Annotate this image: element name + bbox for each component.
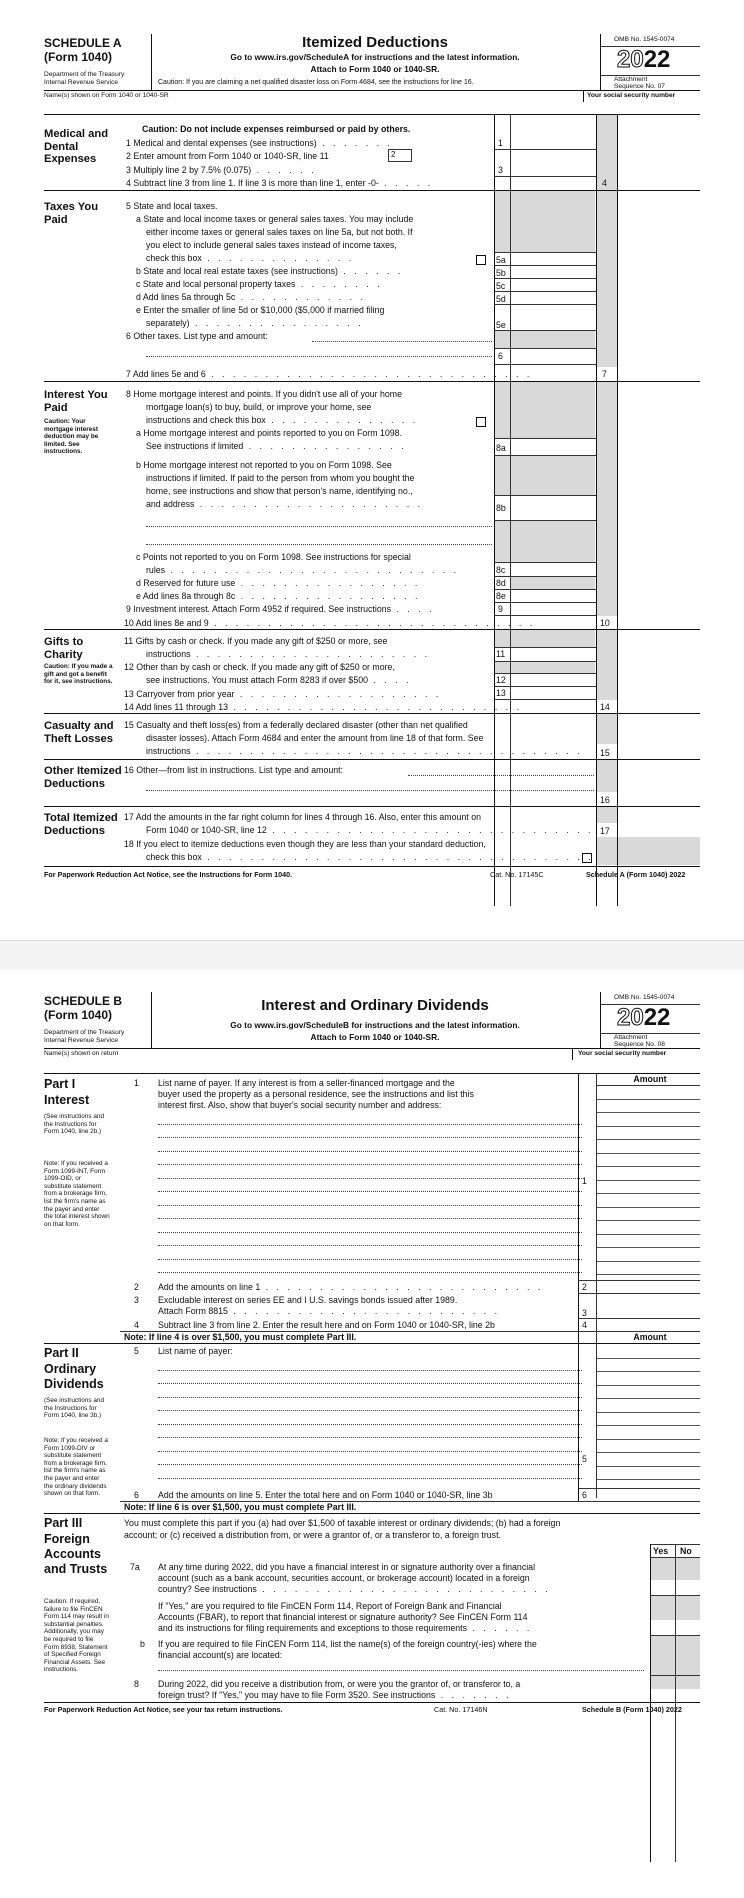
fbar-yes[interactable] bbox=[651, 1621, 675, 1635]
part3-line7b-text-2: financial account(s) are located: bbox=[158, 1650, 283, 1660]
schedule-b-footer-notice: For Paperwork Reduction Act Notice, see your tax return instructions. bbox=[44, 1705, 283, 1714]
part1-line1-text-2: buyer used the property as a personal residence, see the instructions and list this bbox=[158, 1089, 474, 1099]
line-8d-label: d Reserved for future use . . . . . . . . . . . . . . . . . bbox=[136, 578, 421, 588]
line-8c-text-2: rules . . . . . . . . . . . . . . . . . . . . . . . . . . . bbox=[146, 565, 460, 575]
schedule-b-goto: Go to www.irs.gov/ScheduleB for instructions and the latest information. bbox=[230, 1020, 520, 1030]
amount-entry-line bbox=[597, 1180, 700, 1181]
payer-entry-line bbox=[158, 1178, 582, 1179]
box-12: 12 bbox=[496, 675, 506, 685]
payer-entry-line bbox=[158, 1370, 582, 1371]
box-8a: 8a bbox=[496, 443, 506, 453]
line-11-amount[interactable] bbox=[511, 648, 595, 660]
part3-line8-text-1: During 2022, did you receive a distribution from, or were you the grantor of, or transferor to, a bbox=[158, 1679, 521, 1689]
line-5a-text-2: either income taxes or general sales taxes on line 5a, but not both. If bbox=[146, 227, 413, 237]
part2-line5-num: 5 bbox=[134, 1346, 139, 1356]
line-15-amount[interactable] bbox=[618, 745, 700, 758]
box-1: 1 bbox=[498, 138, 503, 148]
payer-entry-line bbox=[158, 1164, 582, 1165]
line-5e-text-1: e Enter the smaller of line 5d or $10,000 ($5,000 if married filing bbox=[136, 305, 385, 315]
part1-see: (See instructions and the Instructions for Form 1040, line 2b.) bbox=[44, 1113, 105, 1136]
part1-line2-num: 2 bbox=[134, 1282, 139, 1292]
part1-title: Part I bbox=[44, 1077, 76, 1091]
line-5e-text-2: separately) . . . . . . . . . . . . . . . . bbox=[146, 318, 364, 328]
line-8b-text-1: b Home mortgage interest not reported to you on Form 1098. See bbox=[136, 460, 392, 470]
line-9-label: 9 Investment interest. Attach Form 4952 if required. See instructions . . . . bbox=[126, 604, 435, 614]
schedule-a-sequence: Sequence No. 07 bbox=[614, 83, 665, 90]
line-14-label: 14 Add lines 11 through 13 . . . . . . . . . . . . . . . . . . . . . . . . . . . bbox=[124, 702, 523, 712]
schedule-b-footer-cat: Cat. No. 17146N bbox=[434, 1705, 488, 1714]
part3-line7a-text-6: and its instructions for filing requirements and exceptions to those requirements . . . . . . bbox=[158, 1623, 533, 1633]
amount-entry-line bbox=[597, 1466, 700, 1467]
payer-entry-line bbox=[158, 1259, 582, 1260]
schedule-b-name-label: Name(s) shown on return bbox=[44, 1050, 119, 1057]
amount-entry-line bbox=[597, 1385, 700, 1386]
line-10-amount[interactable] bbox=[618, 616, 700, 628]
amount-entry-line bbox=[597, 1139, 700, 1140]
schedule-b-irs: Internal Revenue Service bbox=[44, 1037, 119, 1044]
amount-entry-line bbox=[597, 1358, 700, 1359]
box-10: 10 bbox=[600, 618, 610, 628]
part3-line8-num: 8 bbox=[134, 1679, 139, 1689]
line-5d-label: d Add lines 5a through 5c . . . . . . . . . . . . bbox=[136, 292, 366, 302]
line-15-text-3: instructions . . . . . . . . . . . . . . . . . . . . . . . . . . . . . . . . . . . . bbox=[146, 746, 583, 756]
part3-line8-text-2: foreign trust? If "Yes," you may have to file Form 3520. See instructions . . . . . . . bbox=[158, 1690, 512, 1700]
part1-line1-num: 1 bbox=[134, 1078, 139, 1088]
part1-line1-text-3: interest first. Also, show that buyer's social security number and address: bbox=[158, 1100, 442, 1110]
part1-line3-num: 3 bbox=[134, 1295, 139, 1305]
box-14: 14 bbox=[600, 702, 610, 712]
line-5b-amount[interactable] bbox=[511, 266, 595, 277]
box-9: 9 bbox=[498, 604, 503, 614]
box-5a: 5a bbox=[496, 255, 506, 265]
part2-box-5: 5 bbox=[582, 1454, 587, 1464]
part1-box-1: 1 bbox=[582, 1176, 587, 1186]
box-5e: 5e bbox=[496, 320, 506, 330]
box-6: 6 bbox=[498, 351, 503, 361]
amount-header-part1: Amount bbox=[633, 1074, 667, 1084]
line-8c-text-1: c Points not reported to you on Form 1098. See instructions for special bbox=[136, 552, 411, 562]
schedule-a-year: 2022 bbox=[617, 46, 671, 73]
part3-line7a-num: 7a bbox=[130, 1562, 140, 1572]
foreign-country-field[interactable] bbox=[300, 1650, 644, 1670]
line-12-amount[interactable] bbox=[511, 674, 595, 685]
payer-entry-line bbox=[158, 1437, 582, 1438]
schedule-b-attachment: Attachment bbox=[614, 1034, 648, 1041]
schedule-a-name-field[interactable] bbox=[44, 101, 582, 115]
payer-entry-line bbox=[158, 1397, 582, 1398]
schedule-a-footer-right: Schedule A (Form 1040) 2022 bbox=[586, 870, 686, 879]
amount-entry-line bbox=[597, 1274, 700, 1275]
amount-entry-line bbox=[597, 1112, 700, 1113]
amount-entry-line bbox=[597, 1099, 700, 1100]
amount-header-part2: Amount bbox=[633, 1332, 667, 1342]
amount-entry-line bbox=[597, 1425, 700, 1426]
schedule-b-sequence: Sequence No. 08 bbox=[614, 1041, 665, 1048]
line-6-amount[interactable] bbox=[511, 349, 595, 363]
line-13-label: 13 Carryover from prior year . . . . . . . . . . . . . . . . . . . bbox=[124, 689, 442, 699]
amount-entry-line bbox=[597, 1166, 700, 1167]
schedule-b-form: (Form 1040) bbox=[44, 1008, 113, 1022]
line-17-text-2: Form 1040 or 1040-SR, line 12 . . . . . . . . . . . . . . . . . . . . . . . . . . . . . . bbox=[146, 825, 594, 835]
line-8-checkbox[interactable] bbox=[476, 417, 486, 427]
amount-entry-line bbox=[597, 1247, 700, 1248]
amount-entry-line bbox=[597, 1193, 700, 1194]
line-5a-amount[interactable] bbox=[511, 253, 595, 264]
part1-line4-amount[interactable] bbox=[597, 1319, 700, 1331]
line-11-text-1: 11 Gifts by cash or check. If you made any gift of $250 or more, see bbox=[124, 636, 388, 646]
line-13-amount[interactable] bbox=[511, 687, 595, 698]
payer-entry-line bbox=[158, 1451, 582, 1452]
schedule-a-name-label: Name(s) shown on Form 1040 or 1040-SR bbox=[44, 92, 169, 99]
amount-entry-line bbox=[597, 1412, 700, 1413]
schedule-a-omb: OMB No. 1545-0074 bbox=[614, 36, 675, 43]
line-8a-text-1: a Home mortgage interest and points reported to you on Form 1098. bbox=[136, 428, 403, 438]
line-8b-text-2: instructions if limited. If paid to the person from whom you bought the bbox=[146, 473, 415, 483]
line-5d-amount[interactable] bbox=[511, 292, 595, 303]
box-8d: 8d bbox=[496, 578, 506, 588]
line-16-amount[interactable] bbox=[618, 793, 700, 805]
box-8e: 8e bbox=[496, 591, 506, 601]
box-3: 3 bbox=[498, 165, 503, 175]
part3-line7a-text-3: country? See instructions . . . . . . . . . . . . . . . . . . . . . . . . . . . bbox=[158, 1584, 551, 1594]
part2-see: (See instructions and the Instructions for Form 1040, line 3b.) bbox=[44, 1397, 105, 1420]
schedule-b-name-field[interactable] bbox=[44, 1059, 571, 1073]
schedule-b-name: SCHEDULE B bbox=[44, 994, 123, 1008]
box-13: 13 bbox=[496, 688, 506, 698]
schedule-b-footer-right: Schedule B (Form 1040) 2022 bbox=[582, 1705, 682, 1714]
line-5a-text-1: a State and local income taxes or general sales taxes. You may include bbox=[136, 214, 414, 224]
part3-caution-note: Caution: If required, failure to file FinCEN Form 114 may result in substantial penalties. Additionally, you may be required to file Form 8938, Statement of Specified Foreign Financial Assets. See instructions. bbox=[44, 1598, 109, 1674]
box-7: 7 bbox=[602, 369, 607, 379]
line-8b-text-3: home, see instructions and show that person's name, identifying no., bbox=[146, 486, 413, 496]
part3-line7a-text-4: If "Yes," are you required to file FinCEN Form 114, Report of Foreign Bank and Financial bbox=[158, 1601, 502, 1611]
part1-line2-amount[interactable] bbox=[597, 1281, 700, 1293]
schedule-b-attach: Attach to Form 1040 or 1040-SR. bbox=[310, 1032, 440, 1042]
schedule-b-ssn-label: Your social security number bbox=[578, 1050, 667, 1057]
box-17: 17 bbox=[600, 826, 610, 836]
amount-entry-line bbox=[597, 1452, 700, 1453]
schedule-b-title: Interest and Ordinary Dividends bbox=[261, 997, 489, 1014]
medical-section-label: Medical and Dental Expenses bbox=[44, 128, 109, 166]
payer-entry-line bbox=[158, 1424, 582, 1425]
line-8-text-2: mortgage loan(s) to buy, build, or improve your home, see bbox=[146, 402, 372, 412]
schedule-b-page bbox=[0, 970, 744, 1898]
schedule-a-name: SCHEDULE A bbox=[44, 36, 122, 50]
fbar-no[interactable] bbox=[676, 1621, 700, 1635]
gifts-section-label: Gifts to Charity bbox=[44, 636, 84, 661]
schedule-b-ssn-field[interactable] bbox=[573, 1059, 700, 1073]
amount-entry-line bbox=[597, 1207, 700, 1208]
line-18-text-2: check this box . . . . . . . . . . . . . . . . . . . . . . . . . . . . . . . . . . . . bbox=[146, 852, 594, 862]
line-8b-amount[interactable] bbox=[511, 496, 595, 519]
part1-line3-text-2: Attach Form 8815 . . . . . . . . . . . . . . . . . . . . . . . . . bbox=[158, 1306, 501, 1316]
schedule-b-omb: OMB No. 1545-0074 bbox=[614, 994, 675, 1001]
amount-entry-line bbox=[597, 1234, 700, 1235]
yes-header: Yes bbox=[653, 1546, 669, 1556]
part1-line2-label: Add the amounts on line 1 . . . . . . . . . . . . . . . . . . . . . . . . . . bbox=[158, 1282, 544, 1292]
payer-entry-line bbox=[158, 1218, 582, 1219]
line-7-label: 7 Add lines 5e and 6 . . . . . . . . . . . . . . . . . . . . . . . . . . . . . . bbox=[126, 369, 533, 379]
payer-entry-line bbox=[158, 1151, 582, 1152]
part3-line7b-text-1: If you are required to file FinCEN Form 114, list the name(s) of the foreign country(-ies) where the bbox=[158, 1639, 537, 1649]
amount-entry-line bbox=[597, 1439, 700, 1440]
part1-amount-rows[interactable] bbox=[597, 1085, 700, 1280]
part1-note: Note: If you received a Form 1099-INT, Form 1099-OID, or substitute statement from a brokerage firm, list the firm's name as the payer and enter the total interest shown on that form. bbox=[44, 1160, 110, 1228]
schedule-a-form: (Form 1040) bbox=[44, 50, 113, 64]
amount-entry-line bbox=[597, 1261, 700, 1262]
casualty-section-label: Casualty and Theft Losses bbox=[44, 720, 114, 745]
box-8c: 8c bbox=[496, 565, 506, 575]
line-3-label: 3 Multiply line 2 by 7.5% (0.075) . . . . . . bbox=[126, 165, 317, 175]
line-5-label: 5 State and local taxes. bbox=[126, 201, 218, 211]
box-16: 16 bbox=[600, 795, 610, 805]
schedule-a-title: Itemized Deductions bbox=[302, 34, 448, 51]
no-header: No bbox=[680, 1546, 692, 1556]
box-4: 4 bbox=[602, 178, 607, 188]
payer-entry-line bbox=[158, 1272, 582, 1273]
payer-entry-line bbox=[158, 1410, 582, 1411]
part2-line6-amount[interactable] bbox=[597, 1489, 700, 1501]
box-8b: 8b bbox=[496, 503, 506, 513]
line-8e-amount[interactable] bbox=[511, 590, 595, 601]
total-section-label: Total Itemized Deductions bbox=[44, 812, 118, 837]
payer-entry-line bbox=[158, 1464, 582, 1465]
part1-payer-rows[interactable] bbox=[158, 1110, 582, 1280]
box-11: 11 bbox=[496, 649, 506, 659]
line-8-text-1: 8 Home mortgage interest and points. If you didn't use all of your home bbox=[126, 389, 403, 399]
part1-box-3: 3 bbox=[582, 1308, 587, 1318]
part1-line3-text-1: Excludable interest on series EE and I U.S. savings bonds issued after 1989. bbox=[158, 1295, 458, 1305]
line-16-label: 16 Other—from list in instructions. List type and amount: bbox=[124, 765, 344, 775]
payer-entry-line bbox=[158, 1137, 582, 1138]
payer-entry-line bbox=[158, 1478, 582, 1479]
part1-line4-label: Subtract line 3 from line 2. Enter the result here and on Form 1040 or 1040-SR, line 2b bbox=[158, 1320, 495, 1330]
part3-line7a-text-1: At any time during 2022, did you have a financial interest in or signature authority over a financial bbox=[158, 1562, 536, 1572]
part3-intro-1: You must complete this part if you (a) had over $1,500 of taxable interest or ordinary dividends; (b) had a foreign bbox=[124, 1518, 561, 1528]
line-8e-label: e Add lines 8a through 8c . . . . . . . . . . . . . . . . . bbox=[136, 591, 421, 601]
schedule-a-irs: Internal Revenue Service bbox=[44, 79, 119, 86]
medical-caution: Caution: Do not include expenses reimbursed or paid by others. bbox=[142, 124, 411, 134]
part3-line7b-num: b bbox=[140, 1639, 145, 1649]
part3-title: Part III bbox=[44, 1516, 83, 1530]
box-5d: 5d bbox=[496, 294, 506, 304]
line-5c-amount[interactable] bbox=[511, 279, 595, 290]
part3-name: Foreign Accounts and Trusts bbox=[44, 1532, 108, 1576]
line-9-amount[interactable] bbox=[511, 603, 595, 614]
line7a-yes[interactable] bbox=[651, 1581, 675, 1595]
taxes-section-label: Taxes You Paid bbox=[44, 201, 99, 226]
line-8c-amount[interactable] bbox=[511, 563, 595, 575]
part2-amount-rows[interactable] bbox=[597, 1344, 700, 1488]
schedule-a-attachment: Attachment bbox=[614, 76, 648, 83]
line-5a-checkbox[interactable] bbox=[476, 255, 486, 265]
line-1-amount[interactable] bbox=[511, 136, 595, 148]
line-17-text-1: 17 Add the amounts in the far right column for lines 4 through 16. Also, enter this amount on bbox=[124, 812, 481, 822]
line-10-label: 10 Add lines 8e and 9 . . . . . . . . . . . . . . . . . . . . . . . . . . . . . . bbox=[124, 618, 536, 628]
interest-caution-note: Caution: Your mortgage interest deduction may be limited. See instructions. bbox=[44, 418, 99, 456]
line-1-label: 1 Medical and dental expenses (see instructions) . . . . . . . bbox=[126, 138, 393, 148]
line-8b-text-4: and address . . . . . . . . . . . . . . . . . . . . . bbox=[146, 499, 424, 509]
schedule-a-ssn-label: Your social security number bbox=[587, 92, 676, 99]
schedule-a-page bbox=[0, 0, 744, 940]
schedule-a-footer-notice: For Paperwork Reduction Act Notice, see the Instructions for Form 1040. bbox=[44, 870, 293, 879]
part1-line4-num: 4 bbox=[134, 1320, 139, 1330]
line-2-label: 2 Enter amount from Form 1040 or 1040-SR, line 11 bbox=[126, 151, 329, 161]
part2-line5-label: List name of payer: bbox=[158, 1346, 233, 1356]
schedule-b-year: 2022 bbox=[617, 1004, 671, 1031]
payer-entry-line bbox=[158, 1205, 582, 1206]
schedule-a-caution: Caution: If you are claiming a net qualified disaster loss on Form 4684, see the instructions for line 16. bbox=[158, 79, 474, 86]
amount-entry-line bbox=[597, 1371, 700, 1372]
gifts-caution-note: Caution: If you made a gift and got a benefit for it, see instructions. bbox=[44, 663, 113, 686]
schedule-a-dept: Department of the Treasury bbox=[44, 71, 125, 78]
line8-no[interactable] bbox=[676, 1690, 700, 1701]
part2-title: Part II bbox=[44, 1346, 79, 1360]
part1-box-2: 2 bbox=[582, 1282, 587, 1292]
box-15: 15 bbox=[600, 748, 610, 758]
part2-line6-num: 6 bbox=[134, 1490, 139, 1500]
payer-entry-line bbox=[158, 1383, 582, 1384]
line-7-amount[interactable] bbox=[618, 367, 700, 379]
payer-entry-line bbox=[158, 1232, 582, 1233]
line-11-text-2: instructions . . . . . . . . . . . . . . . . . . . . . . bbox=[146, 649, 431, 659]
schedule-a-footer-cat: Cat. No. 17145C bbox=[490, 870, 544, 879]
box-5b: 5b bbox=[496, 268, 506, 278]
line-15-text-1: 15 Casualty and theft loss(es) from a federally declared disaster (other than net qualified bbox=[124, 720, 468, 730]
line-4-label: 4 Subtract line 3 from line 1. If line 3 is more than line 1, enter -0- . . . . . bbox=[126, 178, 434, 188]
schedule-a-attach: Attach to Form 1040 or 1040-SR. bbox=[310, 64, 440, 74]
payer-entry-line bbox=[158, 1245, 582, 1246]
line-2-input[interactable]: 2 bbox=[388, 149, 412, 162]
part2-note: Note: If you received a Form 1099-DIV or substitute statement from a brokerage firm, list the firm's name as the payer and enter the ordinary dividends shown on that form. bbox=[44, 1437, 108, 1498]
part3-line7a-text-2: account (such as a bank account, securities account, or brokerage account) located in a foreign bbox=[158, 1573, 530, 1583]
amount-entry-line bbox=[597, 1153, 700, 1154]
line-8a-amount[interactable] bbox=[511, 439, 595, 454]
line-12-text-2: see instructions. You must attach Form 8283 if over $500 . . . . bbox=[146, 675, 412, 685]
line-3-amount[interactable] bbox=[511, 163, 595, 175]
interest-section-label: Interest You Paid bbox=[44, 389, 108, 414]
payer-entry-line bbox=[158, 1124, 582, 1125]
line-4-amount[interactable] bbox=[618, 177, 700, 189]
other-section-label: Other Itemized Deductions bbox=[44, 765, 122, 790]
part1-line3-amount[interactable] bbox=[597, 1305, 700, 1317]
part2-box-6: 6 bbox=[582, 1490, 587, 1500]
amount-entry-line bbox=[597, 1220, 700, 1221]
part2-note-line6: Note: If line 6 is over $1,500, you must complete Part III. bbox=[124, 1502, 357, 1512]
page-gap bbox=[0, 940, 744, 972]
line-5a-text-4: check this box . . . . . . . . . . . . . . bbox=[146, 253, 355, 263]
amount-entry-line bbox=[597, 1398, 700, 1399]
amount-entry-line bbox=[597, 1126, 700, 1127]
payer-entry-line bbox=[158, 1191, 582, 1192]
part3-intro-2: account; or (c) received a distribution from, or were a grantor of, or a transferor to, a foreign trust. bbox=[124, 1530, 501, 1540]
part2-payer-rows[interactable] bbox=[158, 1356, 582, 1488]
part1-name: Interest bbox=[44, 1093, 90, 1107]
line-18-text-1: 18 If you elect to itemize deductions even though they are less than your standard deduction, bbox=[124, 839, 486, 849]
line-5b-label: b State and local real estate taxes (see instructions) . . . . . . bbox=[136, 266, 404, 276]
line-5e-amount[interactable] bbox=[511, 305, 595, 329]
line-12-text-1: 12 Other than by cash or check. If you made any gift of $250 or more, bbox=[124, 662, 395, 672]
line-8-text-3: instructions and check this box . . . . . . . . . . . . . . bbox=[146, 415, 419, 425]
part3-line7a-text-5: Accounts (FBAR), to report that financial interest or signature authority? See FinCEN Form 114 bbox=[158, 1612, 528, 1622]
part1-line1-text-1: List name of payer. If any interest is from a seller-financed mortgage and the bbox=[158, 1078, 455, 1088]
line-5a-text-3: you elect to include general sales taxes instead of income taxes, bbox=[146, 240, 397, 250]
schedule-a-goto: Go to www.irs.gov/ScheduleA for instructions and the latest information. bbox=[230, 52, 520, 62]
part1-note-line4: Note: If line 4 is over $1,500, you must complete Part III. bbox=[124, 1332, 357, 1342]
schedule-a-ssn-field[interactable] bbox=[584, 101, 700, 115]
line-17-amount[interactable] bbox=[618, 824, 700, 836]
line8-yes[interactable] bbox=[651, 1690, 675, 1701]
part2-name: Ordinary Dividends bbox=[44, 1362, 104, 1391]
box-5c: 5c bbox=[496, 281, 506, 291]
line-6-label: 6 Other taxes. List type and amount: bbox=[126, 331, 268, 341]
line-8a-text-2: See instructions if limited . . . . . . . . . . . . . . . bbox=[146, 441, 407, 451]
part1-box-4: 4 bbox=[582, 1320, 587, 1330]
line7a-no[interactable] bbox=[676, 1581, 700, 1595]
amount-entry-line bbox=[597, 1479, 700, 1480]
line-14-amount[interactable] bbox=[618, 700, 700, 712]
line-5c-label: c State and local personal property taxes . . . . . . . . bbox=[136, 279, 383, 289]
part2-line6-label: Add the amounts on line 5. Enter the total here and on Form 1040 or 1040-SR, line 3b bbox=[158, 1490, 493, 1500]
line-18-checkbox[interactable] bbox=[582, 853, 592, 863]
schedule-b-dept: Department of the Treasury bbox=[44, 1029, 125, 1036]
line-15-text-2: disaster losses). Attach Form 4684 and enter the amount from line 18 of that form. See bbox=[146, 733, 484, 743]
